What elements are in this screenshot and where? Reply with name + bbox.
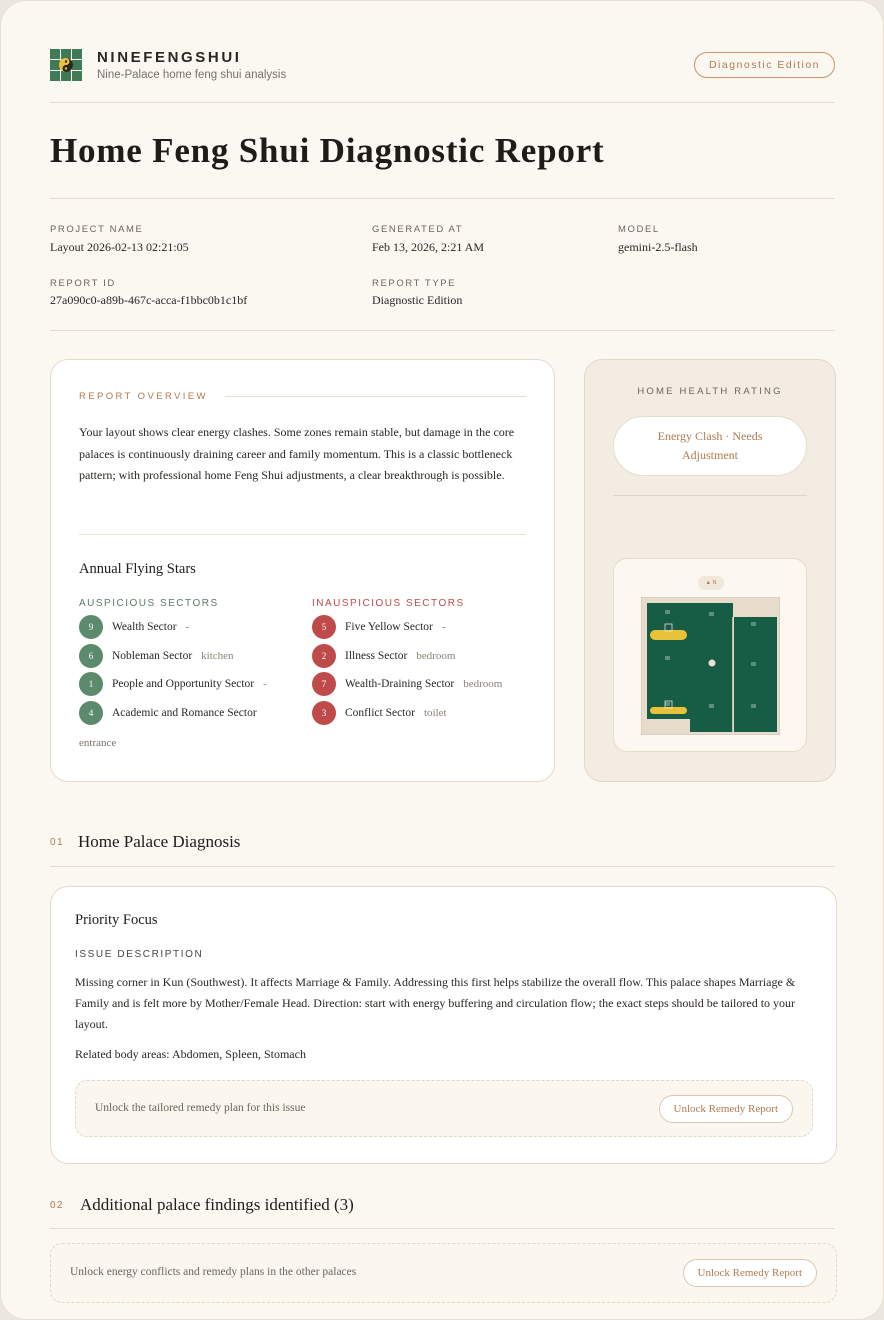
sector-room-overflow: entrance <box>79 737 117 749</box>
star-number-badge: 5 <box>312 615 336 639</box>
related-body-areas: Related body areas: Abdomen, Spleen, Stomach <box>75 1047 306 1061</box>
unlock-remedy-button[interactable]: Unlock Remedy Report <box>683 1259 817 1287</box>
generated-at-value: Feb 13, 2026, 2:21 AM <box>372 240 485 254</box>
star-number-badge: 7 <box>312 672 336 696</box>
model-label: MODEL <box>618 224 660 235</box>
logo-icon <box>50 49 82 81</box>
priority-title: Priority Focus <box>75 912 158 928</box>
auspicious-heading: AUSPICIOUS SECTORS <box>79 598 219 609</box>
sector-room: - <box>441 621 446 633</box>
report-type-label: REPORT TYPE <box>372 278 457 289</box>
report-overview-card <box>50 359 555 782</box>
overview-divider <box>79 534 526 535</box>
compass-north-indicator: ▲ N <box>698 576 724 590</box>
section-number: 02 <box>50 1200 65 1211</box>
list-item <box>312 672 502 696</box>
sector-name: Five Yellow Sector <box>345 621 433 633</box>
report-id-value: 27a090c0-a89b-467c-acca-f1bbc0b1c1bf <box>50 293 248 307</box>
list-item <box>79 615 189 639</box>
sector-name: Wealth-Draining Sector <box>345 678 455 690</box>
sector-room: - <box>263 678 267 690</box>
rating-badge <box>613 416 807 476</box>
sector-room: bedroom <box>463 678 503 690</box>
report-id-label: REPORT ID <box>50 278 116 289</box>
star-number-badge: 3 <box>312 701 336 725</box>
unlock-remedy-text: Unlock the tailored remedy plan for this issue <box>95 1102 306 1114</box>
report-type-value: Diagnostic Edition <box>372 293 463 307</box>
brand-name: NINEFENGSHUI <box>97 49 242 66</box>
overview-text: Your layout shows clear energy clashes. Some zones remain stable, but damage in the core palaces is continuously draining career and family momentum. This is a classic bottleneck pattern; with professional home Feng Shui adjustments, a clear breakthrough is possible. <box>79 425 515 482</box>
title-divider <box>50 198 835 199</box>
sector-name: Illness Sector <box>345 650 408 662</box>
header-divider <box>50 102 835 103</box>
star-number-badge: 6 <box>79 644 103 668</box>
report-header <box>50 48 835 88</box>
sector-room: - <box>185 621 190 633</box>
star-number-badge: 9 <box>79 615 103 639</box>
model-value: gemini-2.5-flash <box>618 240 698 254</box>
project-name-label: PROJECT NAME <box>50 224 144 235</box>
star-number-badge: 1 <box>79 672 103 696</box>
sector-name: People and Opportunity Sector <box>112 678 255 690</box>
sector-name: Nobleman Sector <box>112 650 193 662</box>
priority-focus-card <box>50 886 837 1164</box>
kicker-divider <box>225 396 526 397</box>
floor-plan-map <box>641 597 780 735</box>
flying-stars-title: Annual Flying Stars <box>79 561 196 577</box>
edition-badge: Diagnostic Edition <box>694 52 835 78</box>
rating-divider <box>613 495 807 496</box>
sector-room: toilet <box>423 707 447 719</box>
section-title: Home Palace Diagnosis <box>78 832 241 851</box>
list-item <box>79 672 267 696</box>
list-item <box>312 644 455 668</box>
unlock-other-palaces-text: Unlock energy conflicts and remedy plans in the other palaces <box>70 1266 357 1278</box>
sector-name: Wealth Sector <box>112 621 177 633</box>
generated-at-label: GENERATED AT <box>372 224 464 235</box>
issue-description-label: ISSUE DESCRIPTION <box>75 949 204 960</box>
star-number-badge: 4 <box>79 701 103 725</box>
section-divider <box>50 1228 835 1229</box>
section-number: 01 <box>50 837 65 848</box>
meta-divider <box>50 330 835 331</box>
rating-line-1: Energy Clash · Needs <box>657 429 763 443</box>
list-item <box>79 701 266 725</box>
section-title: Additional palace findings identified (3) <box>80 1195 354 1214</box>
brand-tagline: Nine-Palace home feng shui analysis <box>97 69 287 81</box>
inauspicious-heading: INAUSPICIOUS SECTORS <box>312 598 465 609</box>
issue-description-text: Missing corner in Kun (Southwest). It affects Marriage & Family. Addressing this first helps stabilize the overall flow. This palace shapes Marriage & Family and is felt more by Mother/Female Head. Direction: start with energy buffering and circulation flow; the exact steps should be tailored to your layout. <box>75 975 796 1031</box>
unlock-other-palaces-panel <box>50 1243 837 1303</box>
list-item <box>312 701 447 725</box>
rating-line-2: Adjustment <box>682 448 738 462</box>
sector-name: Academic and Romance Sector <box>112 707 257 719</box>
rating-kicker: HOME HEALTH RATING <box>637 386 783 397</box>
home-health-rating-card <box>584 359 836 782</box>
unlock-remedy-button[interactable]: Unlock Remedy Report <box>659 1095 793 1123</box>
star-number-badge: 2 <box>312 644 336 668</box>
sector-name: Conflict Sector <box>345 707 415 719</box>
unlock-remedy-panel <box>75 1080 813 1137</box>
page-title: Home Feng Shui Diagnostic Report <box>50 131 605 170</box>
list-item <box>79 644 234 668</box>
project-name-value: Layout 2026-02-13 02:21:05 <box>50 240 189 254</box>
sector-room: bedroom <box>416 650 456 662</box>
list-item <box>312 615 446 639</box>
section-divider <box>50 866 835 867</box>
floor-plan-preview[interactable] <box>613 558 807 752</box>
overview-kicker: REPORT OVERVIEW <box>79 391 208 402</box>
sector-room: kitchen <box>201 650 234 662</box>
